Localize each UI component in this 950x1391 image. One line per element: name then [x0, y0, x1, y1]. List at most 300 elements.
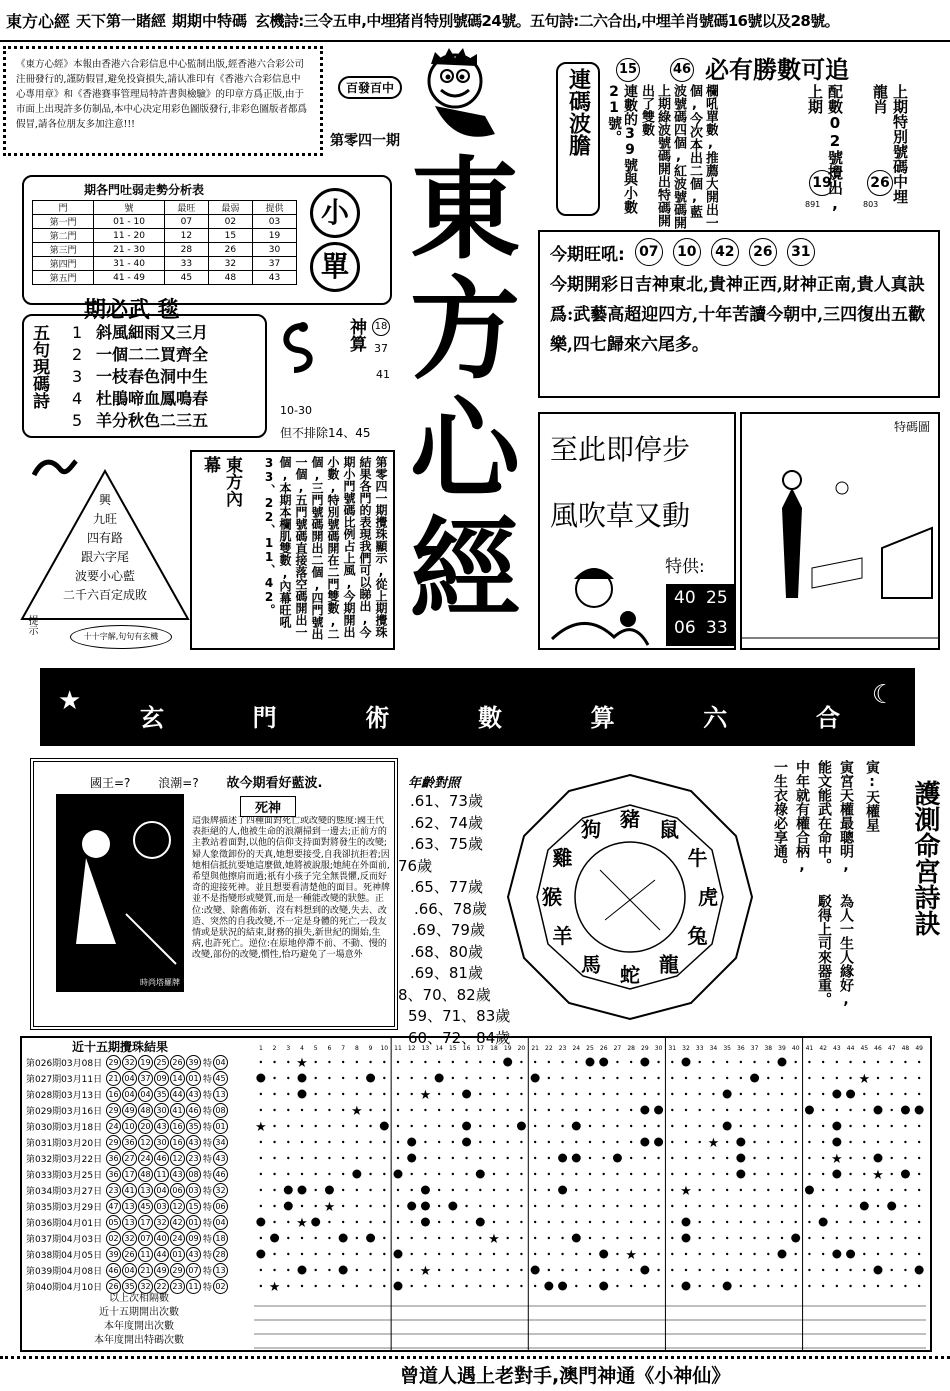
grid-dot [452, 1253, 454, 1255]
grid-dot [781, 1109, 783, 1111]
grid-dot [315, 1077, 317, 1079]
grid-dot [383, 1221, 385, 1223]
grid-dot [328, 1061, 330, 1063]
te-label: 特 [203, 1250, 213, 1261]
header-slogan: 天下第一賭經 [76, 11, 167, 30]
wuju-num: 5 [72, 411, 83, 430]
moon-icon: ☾ [871, 680, 895, 710]
drawn-marker [298, 1090, 307, 1099]
drawn-marker [736, 1170, 745, 1179]
special-marker-icon: ★ [268, 1280, 281, 1295]
column-number: 16 [462, 1045, 471, 1052]
grid-dot [260, 1093, 262, 1095]
grid-dot [836, 1189, 838, 1191]
grid-dot [685, 1109, 687, 1111]
grid-dot [287, 1285, 289, 1287]
grid-dot [383, 1109, 385, 1111]
drawn-marker [860, 1202, 869, 1211]
grid-dot [740, 1253, 742, 1255]
drawn-marker [462, 1122, 471, 1131]
temapic-label: 特碼圖 [893, 420, 930, 434]
grid-dot [644, 1189, 646, 1191]
grid-dot [411, 1077, 413, 1079]
column-number: 9 [368, 1045, 373, 1052]
drawn-marker [723, 1090, 732, 1099]
wuju-line [72, 344, 208, 366]
grid-dot [328, 1173, 330, 1175]
grid-dot [411, 1109, 413, 1111]
grid-dot [712, 1189, 714, 1191]
column-number: 31 [668, 1045, 677, 1052]
grid-dot [507, 1253, 509, 1255]
grid-dot [397, 1205, 399, 1207]
special-number: 43 [213, 1151, 228, 1166]
wanghou-box [538, 230, 940, 398]
grid-dot [822, 1205, 824, 1207]
grid-dot [918, 1061, 920, 1063]
te-label: 特 [203, 1202, 213, 1213]
special-number: 46 [213, 1167, 228, 1182]
grid-dot [479, 1061, 481, 1063]
grid-dot [534, 1237, 536, 1239]
grid-dot [671, 1237, 673, 1239]
grid-dot [383, 1189, 385, 1191]
grid-dot [397, 1109, 399, 1111]
grid-dot [369, 1157, 371, 1159]
drawn-marker [544, 1282, 553, 1291]
drawn-marker [819, 1218, 828, 1227]
drawn-number: 01 [186, 1071, 201, 1086]
te-label: 特 [203, 1186, 213, 1197]
table-row [33, 215, 297, 229]
grid-dot [781, 1093, 783, 1095]
grid-dot [699, 1093, 701, 1095]
grid-dot [795, 1189, 797, 1191]
tingbu-num: 25 [706, 588, 728, 608]
table-row [26, 1230, 229, 1246]
grid-dot [753, 1109, 755, 1111]
drawn-number: 04 [154, 1183, 169, 1198]
grid-dot [753, 1269, 755, 1271]
grid-dot [863, 1061, 865, 1063]
analysis-table-title: 期各門吐弱走勢分析表 [84, 183, 205, 197]
tarot-caption: 時尚塔羅牌 [140, 978, 180, 987]
grid-dot [452, 1269, 454, 1271]
grid-dot [328, 1253, 330, 1255]
wuju-line [72, 322, 208, 344]
grid-dot [273, 1189, 275, 1191]
table-row [26, 1086, 229, 1102]
big-title-char: 東 [410, 145, 520, 274]
drawn-marker [339, 1234, 348, 1243]
grid-dot [726, 1141, 728, 1143]
grid-dot [657, 1285, 659, 1287]
history-box [20, 1036, 932, 1352]
grid-dot [548, 1253, 550, 1255]
snake-icon [272, 318, 332, 378]
te-label: 特 [203, 1090, 213, 1101]
drawn-number: 49 [154, 1263, 169, 1278]
grid-dot [849, 1237, 851, 1239]
grid-dot [808, 1061, 810, 1063]
drawn-marker [874, 1154, 883, 1163]
grid-dot [561, 1269, 563, 1271]
grid-dot [479, 1157, 481, 1159]
grid-dot [424, 1125, 426, 1127]
grid-dot [424, 1237, 426, 1239]
drawn-marker [448, 1202, 457, 1211]
grid-dot [424, 1253, 426, 1255]
drawn-number: 03 [186, 1183, 201, 1198]
grid-dot [342, 1205, 344, 1207]
col-header: 提供 [252, 201, 296, 215]
grid-dot [273, 1125, 275, 1127]
grid-dot [315, 1141, 317, 1143]
header-poem: 玄機詩:三令五申,中埋猪肖特別號碼24號。五句詩:二六合出,中埋羊肖號碼16號以及28號。 [255, 11, 840, 30]
banner-char: 玄 [140, 704, 164, 732]
column-number: 13 [421, 1045, 430, 1052]
grid-dot [795, 1269, 797, 1271]
drawn-number: 04 [122, 1071, 137, 1086]
sishen-questions [90, 772, 322, 791]
grid-dot [877, 1189, 879, 1191]
cell: 01 - 10 [94, 215, 165, 229]
cell: 21 - 30 [94, 243, 165, 257]
grid-dot [767, 1189, 769, 1191]
grid-dot [397, 1157, 399, 1159]
draw-id: 第029期03月16日 [26, 1106, 103, 1117]
grid-dot [507, 1093, 509, 1095]
drawn-marker [723, 1282, 732, 1291]
lianma-numbers [598, 58, 718, 229]
special-marker-icon: ★ [323, 1200, 336, 1215]
grid-dot [712, 1237, 714, 1239]
grid-dot [877, 1253, 879, 1255]
grid-dot [918, 1093, 920, 1095]
notice-text: 《東方心經》本報由香港六合彩信息中心監制出版,經香港六合彩公司注冊發行的,謹防假冒,避免投資損失,請认准印有《香港六合彩信息中心專用章》和《香港賽事管理局特許書與檢驗》的印章方爲正版,由于市面上出現許多仿制品,本中心决定用彩色圖版發行,非彩色圖版者都爲假冒,請各位朋友多加注意!!! [16, 59, 308, 130]
grid-dot [287, 1141, 289, 1143]
bisheng-ball-sub: 891 [805, 200, 821, 209]
table-row [26, 1198, 229, 1214]
lianma-text-b: 欄吼單數,推薦大開出一個,今次本出二個,藍波號碼四個,紅波號碼開上期綠波號碼開出特碼開出了雙數 [639, 84, 718, 229]
drawn-marker [531, 1074, 540, 1083]
grid-dot [603, 1141, 605, 1143]
drawn-marker [517, 1122, 526, 1131]
zodiac-label: 兔 [687, 924, 708, 948]
tianquan-lines [768, 760, 856, 890]
grid-dot [781, 1269, 783, 1271]
grid-dot [438, 1237, 440, 1239]
draw-id: 第031期03月20日 [26, 1138, 103, 1149]
grid-dot [465, 1285, 467, 1287]
drawn-marker [874, 1266, 883, 1275]
drawn-marker [311, 1218, 320, 1227]
grid-dot [273, 1157, 275, 1159]
bisheng-col1: 上期特別號碼中埋龍肖 [871, 84, 909, 204]
grid-dot [397, 1237, 399, 1239]
grid-dot [301, 1157, 303, 1159]
grid-dot [493, 1253, 495, 1255]
grid-dot [356, 1125, 358, 1127]
grid-dot [795, 1253, 797, 1255]
column-number: 43 [833, 1045, 841, 1052]
grid-dot [740, 1269, 742, 1271]
footer-label: 以上次相隔數 [109, 1293, 169, 1304]
pyramid-lines [20, 491, 190, 605]
grid-dot [630, 1285, 632, 1287]
drawn-number: 01 [186, 1215, 201, 1230]
zodiac-label: 馬 [581, 952, 601, 977]
grid-dot [712, 1109, 714, 1111]
drawn-marker [366, 1234, 375, 1243]
grid-dot [863, 1285, 865, 1287]
tianquan-line: 駁得上司來器重。 [816, 894, 832, 1006]
drawn-number: 21 [106, 1071, 121, 1086]
grid-dot [507, 1237, 509, 1239]
cell: 43 [252, 271, 296, 285]
grid-dot [534, 1109, 536, 1111]
girl-flower-icon [544, 559, 654, 649]
grid-dot [273, 1269, 275, 1271]
age-line: .68、80歲 [410, 942, 483, 961]
grid-dot [260, 1189, 262, 1191]
grid-dot [891, 1189, 893, 1191]
grid-dot [822, 1061, 824, 1063]
drawn-marker [682, 1218, 691, 1227]
grid-dot [795, 1221, 797, 1223]
grid-dot [904, 1141, 906, 1143]
column-number: 27 [613, 1045, 622, 1052]
grid-dot [534, 1061, 536, 1063]
grid-dot [589, 1157, 591, 1159]
grid-dot [726, 1221, 728, 1223]
grid-dot [740, 1237, 742, 1239]
grid-dot [891, 1253, 893, 1255]
grid-dot [808, 1253, 810, 1255]
tianquan-line: 能文能武在命中。 [816, 760, 832, 872]
drawn-marker [407, 1202, 416, 1211]
grid-dot [589, 1109, 591, 1111]
tingbu-line2: 風吹草又動 [550, 499, 691, 532]
drawn-marker [723, 1122, 732, 1131]
grid-dot [863, 1253, 865, 1255]
grid-dot [699, 1285, 701, 1287]
grid-dot [383, 1061, 385, 1063]
lianma-num: 46 [670, 58, 694, 82]
wuju-text: 杜鵑啼血鳳鳴春 [96, 389, 209, 408]
grid-dot [685, 1269, 687, 1271]
drawn-number: 32 [122, 1055, 137, 1070]
grid-dot [397, 1077, 399, 1079]
grid-dot [548, 1157, 550, 1159]
tingbu-line1: 至此即停步 [550, 433, 691, 466]
drawn-marker [366, 1074, 375, 1083]
drawn-number: 26 [170, 1055, 185, 1070]
wanghou-num: 42 [711, 238, 739, 266]
lianma-label: 連碼波膽 [565, 68, 591, 156]
grid-dot [863, 1093, 865, 1095]
grid-dot [836, 1285, 838, 1287]
drawn-number: 47 [106, 1199, 121, 1214]
grid-dot [465, 1061, 467, 1063]
age-line: .69、81歲 [410, 964, 483, 982]
grid-dot [479, 1205, 481, 1207]
grid-dot [671, 1269, 673, 1271]
grid-dot [657, 1205, 659, 1207]
grid-dot [383, 1173, 385, 1175]
grid-dot [383, 1205, 385, 1207]
grid-dot [808, 1125, 810, 1127]
drawn-number: 23 [186, 1151, 201, 1166]
grid-dot [822, 1173, 824, 1175]
notice-box [3, 46, 323, 156]
drawn-marker [846, 1090, 855, 1099]
grid-dot [507, 1125, 509, 1127]
cell: 45 [164, 271, 208, 285]
grid-dot [479, 1109, 481, 1111]
grid-dot [644, 1253, 646, 1255]
footer-label: 近十五期開出次數 [99, 1307, 179, 1318]
grid-dot [548, 1205, 550, 1207]
column-number: 4 [300, 1045, 304, 1052]
te-label: 特 [203, 1138, 213, 1149]
grid-dot [699, 1125, 701, 1127]
grid-dot [561, 1173, 563, 1175]
grid-dot [534, 1141, 536, 1143]
drawn-number: 27 [122, 1151, 137, 1166]
grid-dot [493, 1189, 495, 1191]
drawn-number: 36 [122, 1135, 137, 1150]
grid-dot [411, 1237, 413, 1239]
drawn-number: 04 [138, 1087, 153, 1102]
age-line: .62、74歲 [410, 813, 483, 832]
grid-dot [520, 1093, 522, 1095]
scholar-scene-icon [742, 448, 938, 648]
grid-dot [767, 1141, 769, 1143]
grid-dot [301, 1205, 303, 1207]
grid-dot [534, 1285, 536, 1287]
cell: 第一門 [33, 215, 94, 229]
grid-dot [685, 1253, 687, 1255]
drawn-marker [640, 1266, 649, 1275]
column-number: 33 [695, 1045, 704, 1052]
grid-dot [356, 1285, 358, 1287]
grid-dot [726, 1157, 728, 1159]
draw-id: 第026期03月08日 [26, 1058, 103, 1069]
grid-dot [740, 1221, 742, 1223]
drawn-number: 24 [170, 1231, 185, 1246]
grid-dot [863, 1269, 865, 1271]
grid-dot [863, 1157, 865, 1159]
column-number: 48 [901, 1045, 910, 1052]
drawn-number: 11 [186, 1279, 201, 1294]
grid-dot [781, 1141, 783, 1143]
special-number: 04 [213, 1055, 228, 1070]
grid-dot [438, 1093, 440, 1095]
grid-dot [822, 1093, 824, 1095]
drawn-marker [778, 1250, 787, 1259]
grid-dot [644, 1077, 646, 1079]
drawn-number: 42 [170, 1215, 185, 1230]
column-number: 47 [887, 1045, 896, 1052]
neimu-title: 東方內幕 [200, 456, 242, 507]
grid-dot [822, 1237, 824, 1239]
grid-dot [507, 1269, 509, 1271]
shensuan-range: 10-30 [280, 404, 312, 417]
cell: 37 [252, 257, 296, 271]
drawn-number: 36 [106, 1167, 121, 1182]
bisheng-title: 必有勝數可追 [705, 56, 849, 84]
grid-dot [767, 1061, 769, 1063]
grid-dot [411, 1269, 413, 1271]
grid-dot [575, 1093, 577, 1095]
grid-dot [507, 1189, 509, 1191]
grid-dot [589, 1205, 591, 1207]
special-number: 13 [213, 1087, 228, 1102]
grid-dot [397, 1269, 399, 1271]
grid-dot [507, 1173, 509, 1175]
shensuan-num: 41 [376, 368, 390, 381]
column-number: 28 [627, 1045, 635, 1052]
grid-dot [383, 1285, 385, 1287]
grid-dot [342, 1093, 344, 1095]
grid-dot [808, 1093, 810, 1095]
special-number: 28 [213, 1247, 228, 1262]
grid-dot [575, 1189, 577, 1191]
tianquan-line: 為人一生人緣好, [838, 894, 854, 1008]
grid-dot [657, 1077, 659, 1079]
grid-dot [781, 1157, 783, 1159]
grid-dot [548, 1061, 550, 1063]
grid-dot [699, 1109, 701, 1111]
grid-dot [589, 1093, 591, 1095]
grid-dot [507, 1077, 509, 1079]
grid-dot [904, 1093, 906, 1095]
age-line: .61、73歲 [410, 792, 483, 810]
grid-dot [397, 1093, 399, 1095]
grid-dot [630, 1269, 632, 1271]
grid-dot [808, 1077, 810, 1079]
grid-dot [548, 1125, 550, 1127]
drawn-number: 32 [154, 1215, 169, 1230]
grid-dot [767, 1125, 769, 1127]
drawn-number: 15 [186, 1199, 201, 1214]
drawn-number: 37 [138, 1071, 153, 1086]
grid-dot [548, 1237, 550, 1239]
drawn-marker [270, 1234, 279, 1243]
grid-dot [465, 1205, 467, 1207]
grid-dot [753, 1141, 755, 1143]
zodiac-label: 蛇 [620, 963, 640, 987]
grid-dot [918, 1221, 920, 1223]
grid-dot [918, 1157, 920, 1159]
grid-dot [891, 1221, 893, 1223]
grid-dot [383, 1157, 385, 1159]
grid-dot [369, 1253, 371, 1255]
grid-dot [315, 1189, 317, 1191]
grid-dot [315, 1173, 317, 1175]
grid-dot [260, 1061, 262, 1063]
header-tagline: 期期中特碼 [172, 11, 248, 30]
column-number: 15 [449, 1045, 457, 1052]
grid-dot [452, 1221, 454, 1223]
grid-dot [836, 1221, 838, 1223]
grid-dot [534, 1157, 536, 1159]
grid-dot [452, 1173, 454, 1175]
drawn-marker [778, 1058, 787, 1067]
grid-dot [616, 1077, 618, 1079]
grid-dot [849, 1077, 851, 1079]
